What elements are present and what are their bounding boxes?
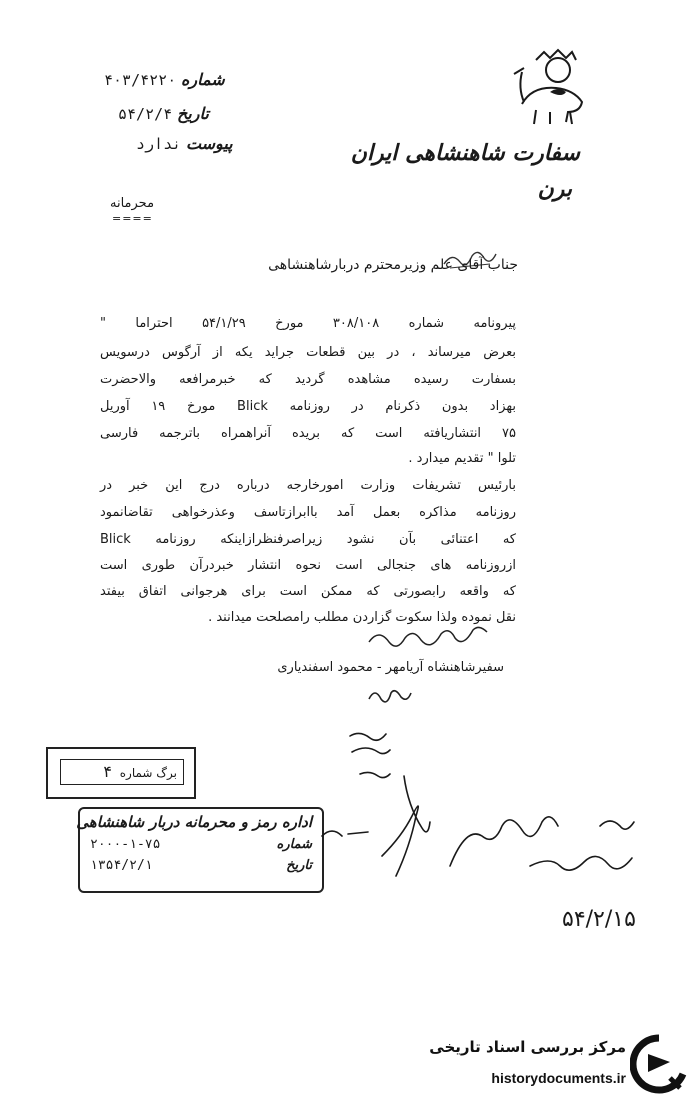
- body-line: روزنامه مذاکره بعمل آمد باابرازتاسف وعذرخواهی تقاضانمود: [100, 505, 516, 520]
- classification-underline: ====: [112, 212, 153, 225]
- embassy-name: سفارت شاهنشاهی ایران: [350, 140, 580, 166]
- receipt-stamp: [78, 807, 324, 893]
- stamp-date-label: تاریخ: [286, 858, 312, 873]
- handwritten-date: ۵۴/۲/۱۵: [562, 907, 636, 932]
- number-value: ۴۰۳/۴۲۲۰: [104, 71, 177, 89]
- date-value: ۵۴/۲/۴: [118, 105, 173, 123]
- sheet-number-box: [46, 747, 196, 799]
- handwritten-annotations: [300, 716, 690, 936]
- addressee: جناب آقای علم وزیرمحترم دربارشاهنشاهی: [268, 257, 518, 273]
- date-row: [112, 104, 209, 123]
- stamp-number-value: ۲۰۰۰-۱-۷۵: [90, 837, 161, 852]
- body-line: بهزاد بدون ذکرنام در روزنامه Blick مورخ ۱۹ آوریل: [100, 399, 516, 414]
- handwritten-signature: [365, 626, 495, 652]
- sheet-number-value: ۴: [103, 762, 112, 781]
- body-line: بارئیس تشریفات وزارت امورخارجه درباره درج این خبر در: [100, 478, 516, 493]
- body-line: که واقعه رابصورتی که ممکن است برای هرجوانی اتفاق بیفتد: [100, 584, 516, 599]
- sheet-number-inner: [60, 759, 184, 785]
- stamp-number-row: [90, 837, 312, 852]
- archive-title: مرکز بررسی اسناد تاریخی: [429, 1038, 626, 1056]
- archive-footer: [400, 1016, 700, 1112]
- body-line: تلوا " تقدیم میدارد .: [408, 451, 516, 466]
- stamp-title: اداره رمز و محرمانه دربار شاهنشاهی: [76, 813, 312, 831]
- lion-and-sun-emblem-icon: [506, 48, 592, 128]
- number-label: شماره: [181, 70, 225, 89]
- stamp-date-value: ۱۳۵۴/۲/۱: [90, 858, 153, 873]
- number-row: [98, 70, 225, 89]
- attachment-label: پیوست: [185, 134, 233, 153]
- body-line: بعرض میرساند ، در بین قطعات جراید یکه از آرگوس درسویس: [100, 345, 516, 360]
- date-label: تاریخ: [176, 104, 209, 123]
- sheet-number-label: برگ شماره: [119, 766, 177, 780]
- attachment-value: ندارد: [136, 135, 182, 153]
- signatory: سفیرشاهنشاه آریامهر - محمود اسفندیاری: [277, 660, 504, 675]
- archive-url: historydocuments.ir: [491, 1070, 626, 1086]
- body-line: که اعتنائی بآن نشود زیراصرفنظرازاینکه روزنامه Blick: [100, 532, 516, 547]
- body-line: ازروزنامه های جنجالی است نحوه انتشار خبردرآن طوری است: [100, 558, 516, 573]
- embassy-city: برن: [537, 176, 572, 202]
- classification-label: محرمانه: [110, 196, 155, 211]
- signature-initials: [365, 685, 415, 707]
- archive-logo-icon: [630, 1034, 688, 1096]
- body-line: پیرونامه شماره ۳۰۸/۱۰۸ مورخ ۵۴/۱/۲۹ احتراما ": [100, 316, 516, 331]
- body-line: ۷۵ انتشاریافته است که بریده آنراهمراه باترجمه فارسی: [100, 426, 516, 441]
- stamp-number-label: شماره: [276, 837, 312, 852]
- body-line: نقل نموده ولذا سکوت گزاردن مطلب رامصلحت میدانند .: [208, 610, 516, 625]
- attachment-row: [130, 134, 233, 153]
- stamp-date-row: [90, 858, 312, 873]
- body-line: بسفارت رسیده مشاهده گردید که خبرمرافعه والاحضرت: [100, 372, 516, 387]
